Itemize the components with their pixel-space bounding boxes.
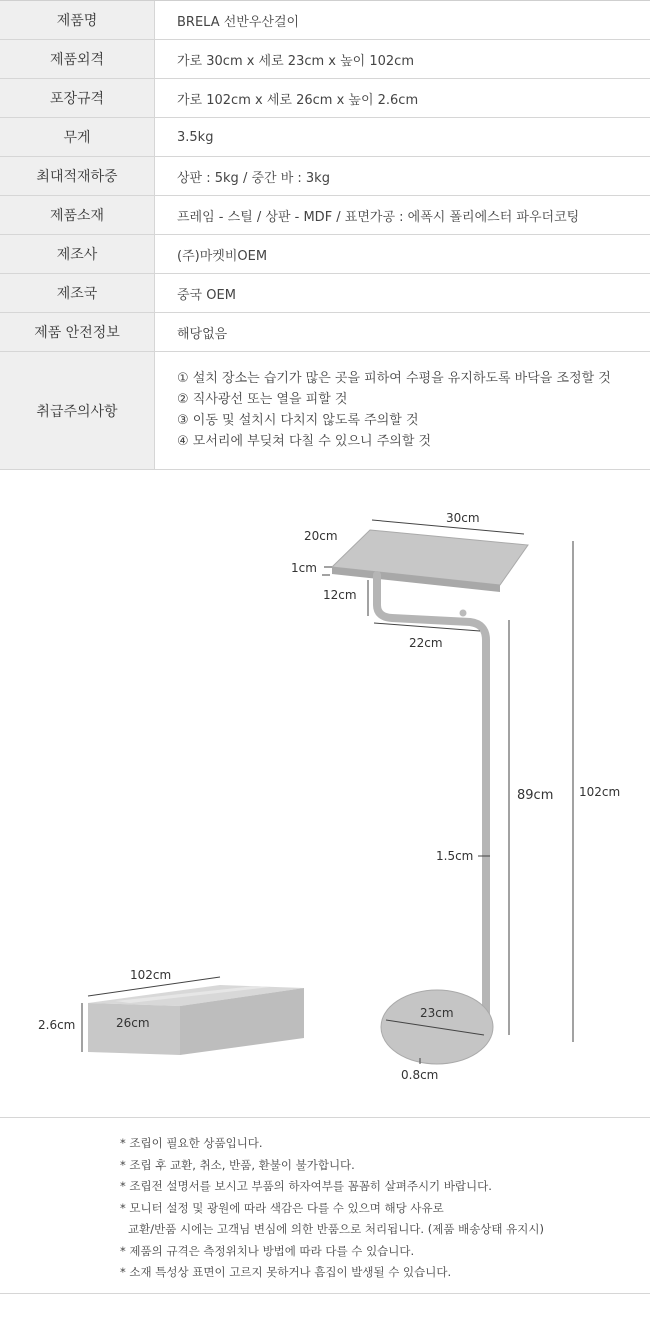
spec-row-safety: [0, 313, 650, 352]
spec-label: 제품 안전정보: [0, 313, 155, 351]
spec-label: 제품명: [0, 1, 155, 39]
spec-value: 중국 OEM: [177, 287, 236, 303]
note-item: * 조립 후 교환, 취소, 반품, 환불이 불가합니다.: [120, 1157, 355, 1172]
label-box-height: 2.6cm: [38, 1018, 76, 1032]
hook-knob: [460, 610, 467, 617]
spec-row-manufacturer: [0, 235, 650, 274]
label-arm-length: 22cm: [409, 636, 443, 650]
label-base-thickness: 0.8cm: [401, 1068, 439, 1082]
notes-section: [0, 1117, 650, 1294]
spec-table: [0, 0, 650, 470]
spec-row-max-load: [0, 157, 650, 196]
label-box-width: 26cm: [116, 1016, 150, 1030]
notes-list: [0, 1118, 650, 1284]
spec-row-country: [0, 274, 650, 313]
base-plate: [381, 990, 493, 1064]
spec-value: 가로 30cm x 세로 23cm x 높이 102cm: [177, 53, 414, 69]
label-total-height: 102cm: [579, 785, 621, 799]
label-top-thickness: 1cm: [291, 561, 317, 575]
spec-value: 상판 : 5kg / 중간 바 : 3kg: [177, 170, 330, 186]
spec-row-care: [0, 352, 650, 470]
dimension-diagram: [0, 469, 650, 1117]
label-arm-height: 12cm: [323, 588, 357, 602]
label-top-depth: 20cm: [304, 529, 338, 543]
product-drawing: [0, 469, 650, 1117]
label-pole-height: 89cm: [517, 788, 554, 803]
care-item: ① 설치 장소는 습기가 많은 곳을 피하여 수평을 유지하도록 바닥을 조정할 것: [177, 371, 611, 386]
note-item: 교환/반품 시에는 고객님 변심에 의한 반품으로 처리됩니다. (제품 배송상태 유지시): [128, 1222, 544, 1236]
spec-label: 제조국: [0, 274, 155, 312]
spec-label: 취급주의사항: [0, 352, 155, 469]
care-list: [155, 352, 650, 469]
spec-value: 가로 102cm x 세로 26cm x 높이 2.6cm: [177, 92, 419, 108]
spec-label: 무게: [0, 118, 155, 156]
label-top-width: 30cm: [446, 511, 480, 525]
spec-row-name: [0, 1, 650, 40]
spec-label: 포장규격: [0, 79, 155, 117]
note-item: * 제품의 규격은 측정위치나 방법에 따라 다를 수 있습니다.: [120, 1243, 415, 1258]
note-item: * 조립이 필요한 상품입니다.: [120, 1136, 263, 1150]
care-item: ② 직사광선 또는 열을 피할 것: [177, 392, 348, 407]
label-pole-diameter: 1.5cm: [436, 849, 474, 863]
label-box-length: 102cm: [130, 968, 172, 982]
spec-label: 제조사: [0, 235, 155, 273]
spec-label: 제품외격: [0, 40, 155, 78]
spec-value: 프레임 - 스틸 / 상판 - MDF / 표면가공 : 에폭시 폴리에스터 파우더코팅: [177, 209, 580, 225]
spec-row-dimensions: [0, 40, 650, 79]
spec-label: 최대적재하중: [0, 157, 155, 195]
spec-value: 3.5kg: [177, 129, 214, 145]
spec-value: (주)마켓비OEM: [177, 248, 268, 264]
care-item: ④ 모서리에 부딪쳐 다칠 수 있으니 주의할 것: [177, 434, 432, 449]
note-item: * 모니터 설정 및 광원에 따라 색감은 다를 수 있으며 해당 사유로: [120, 1200, 444, 1215]
care-item: ③ 이동 및 설치시 다치지 않도록 주의할 것: [177, 413, 419, 428]
spec-row-material: [0, 196, 650, 235]
note-item: * 소재 특성상 표면이 고르지 못하거나 흠집이 발생될 수 있습니다.: [120, 1265, 452, 1279]
spec-value: BRELA 선반우산걸이: [177, 14, 300, 30]
spec-row-weight: [0, 118, 650, 157]
spec-value: 해당없음: [177, 326, 228, 342]
note-item: * 조립전 설명서를 보시고 부품의 하자여부를 꼼꼼히 살펴주시기 바랍니다.: [120, 1179, 492, 1193]
spec-label: 제품소재: [0, 196, 155, 234]
label-base-diameter: 23cm: [420, 1006, 454, 1020]
spec-row-package: [0, 79, 650, 118]
